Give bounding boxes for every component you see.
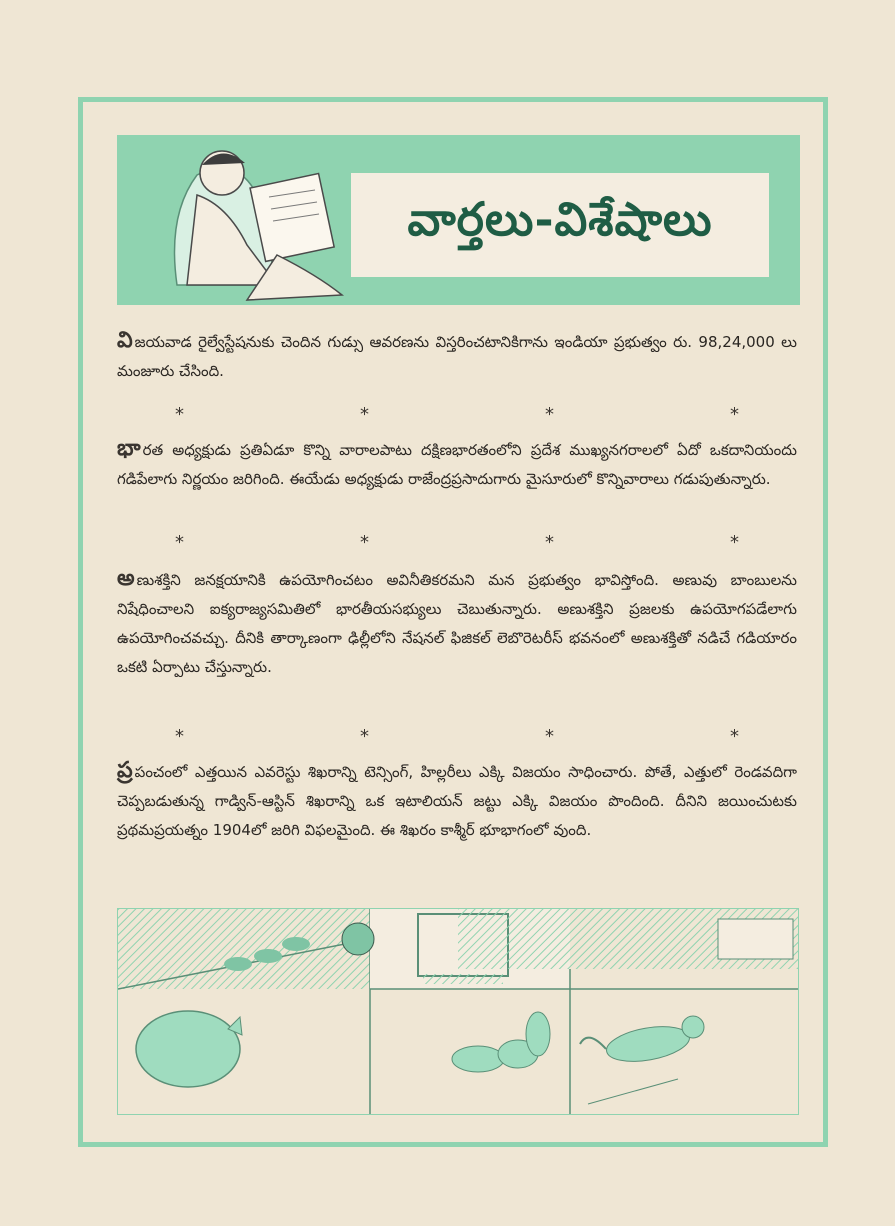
article-3-initial: అ bbox=[117, 566, 135, 591]
article-1-initial: వి bbox=[117, 328, 133, 353]
article-4-text: పంచంలో ఎత్తయిన ఎవరెస్టు శిఖరాన్ని టెన్సింగ్, హిల్లరీలు ఎక్కి విజయం సాధించారు. పోతే, ఎత్తులో రెండవదిగా చెప్పబడుతున్న గాడ్విన్-ఆస్టిన్ శిఖరాన్ని ఒక ఇటాలియన్ జట్టు ఎక్కి విజయం పొందింది. దీనిని జయించుటకు ప్రథమప్రయత్నం 1904లో జరిగి విఫలమైంది. ఈ శిఖరం కాశ్మీర్ భూభాగంలో వుంది. bbox=[117, 763, 797, 839]
article-2-text: రత అధ్యక్షుడు ప్రతిఏడూ కొన్ని వారాలపాటు దక్షిణభారతంలోని ప్రదేశ ముఖ్యనగరాలలో ఏదో ఒకదానియందు గడిపేలాగు నిర్ణయం జరిగింది. ఈయేడు అధ్యక్షుడు రాజేంద్రప్రసాదుగారు మైసూరులో కొన్నివారాలు గడుపుతున్నారు. bbox=[117, 441, 797, 488]
page-title: వార్తలు-విశేషాలు bbox=[407, 192, 713, 246]
article-2 bbox=[117, 434, 797, 494]
sleeping-cat-mice-icon bbox=[118, 909, 370, 1087]
article-3-text: ణుశక్తిని జనక్షయానికి ఉపయోగించటం అవినీతికరమని మన ప్రభుత్వం భావిస్తోంది. అణువు బాంబులను నిషేధించాలని ఐక్యరాజ్యసమితిలో భారతీయసభ్యులు చెబుతున్నారు. అణుశక్తిని ప్రజలకు ఉపయోగపడేలాగు ఉపయోగించవచ్చు. దీనికి తార్కాణంగా ఢిల్లీలోని నేషనల్ ఫిజికల్ లెబొరెటరీస్ భవనంలో అణుశక్తితో నడిచే గడియారం ఒకటి ఏర్పాటు చేస్తున్నారు. bbox=[117, 571, 797, 676]
star-separator-1: * * * * bbox=[175, 404, 739, 425]
article-2-initial: భా bbox=[117, 436, 141, 461]
article-1 bbox=[117, 326, 797, 386]
comic-strip bbox=[117, 908, 799, 1115]
title-box bbox=[351, 173, 769, 277]
article-4 bbox=[117, 756, 797, 845]
star-separator-2: * * * * bbox=[175, 532, 739, 553]
star-separator-3: * * * * bbox=[175, 726, 739, 747]
article-1-text: జయవాడ రైల్వేస్టేషనుకు చెందిన గుడ్సు ఆవరణను విస్తరించటానికిగాను ఇండియా ప్రభుత్వం రు. 98,24,000 లు మంజూరు చేసింది. bbox=[117, 333, 797, 380]
man-reading-newspaper-icon bbox=[127, 135, 357, 305]
section-header bbox=[117, 135, 800, 305]
article-3 bbox=[117, 564, 797, 682]
article-4-initial: ప్ర bbox=[117, 758, 133, 783]
cats-chasing-icon bbox=[452, 1012, 550, 1072]
